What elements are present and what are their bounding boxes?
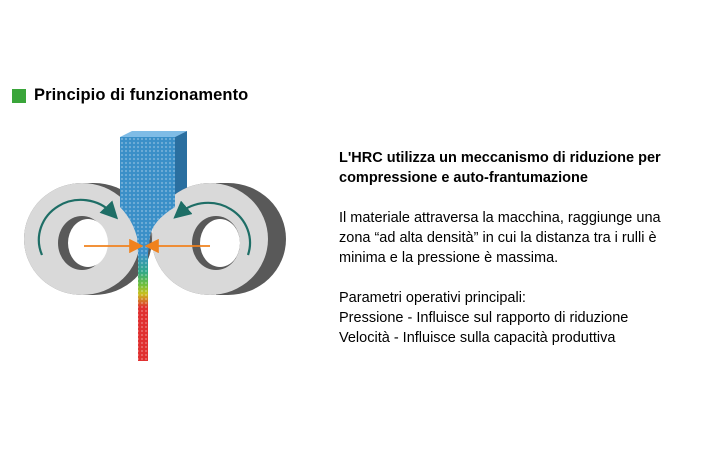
param-pressure: Pressione - Influisce sul rapporto di riduzione xyxy=(339,310,629,326)
param-speed: Velocità - Influisce sulla capacità produttiva xyxy=(339,330,616,346)
description-lead: L'HRC utilizza un meccanismo di riduzione per compressione e auto-frantumazione xyxy=(339,150,661,186)
roller-diagram xyxy=(20,125,290,365)
operating-parameters xyxy=(339,288,684,348)
params-title: Parametri operativi principali: xyxy=(339,290,526,306)
green-square-icon xyxy=(12,89,26,103)
section-title: Principio di funzionamento xyxy=(34,86,249,104)
description-body: Il materiale attraversa la macchina, raggiunge una zona “ad alta densità” in cui la distanza tra i rulli è minima e la pressione è massima. xyxy=(339,210,661,266)
section-heading xyxy=(12,86,248,105)
description-block xyxy=(339,148,684,348)
